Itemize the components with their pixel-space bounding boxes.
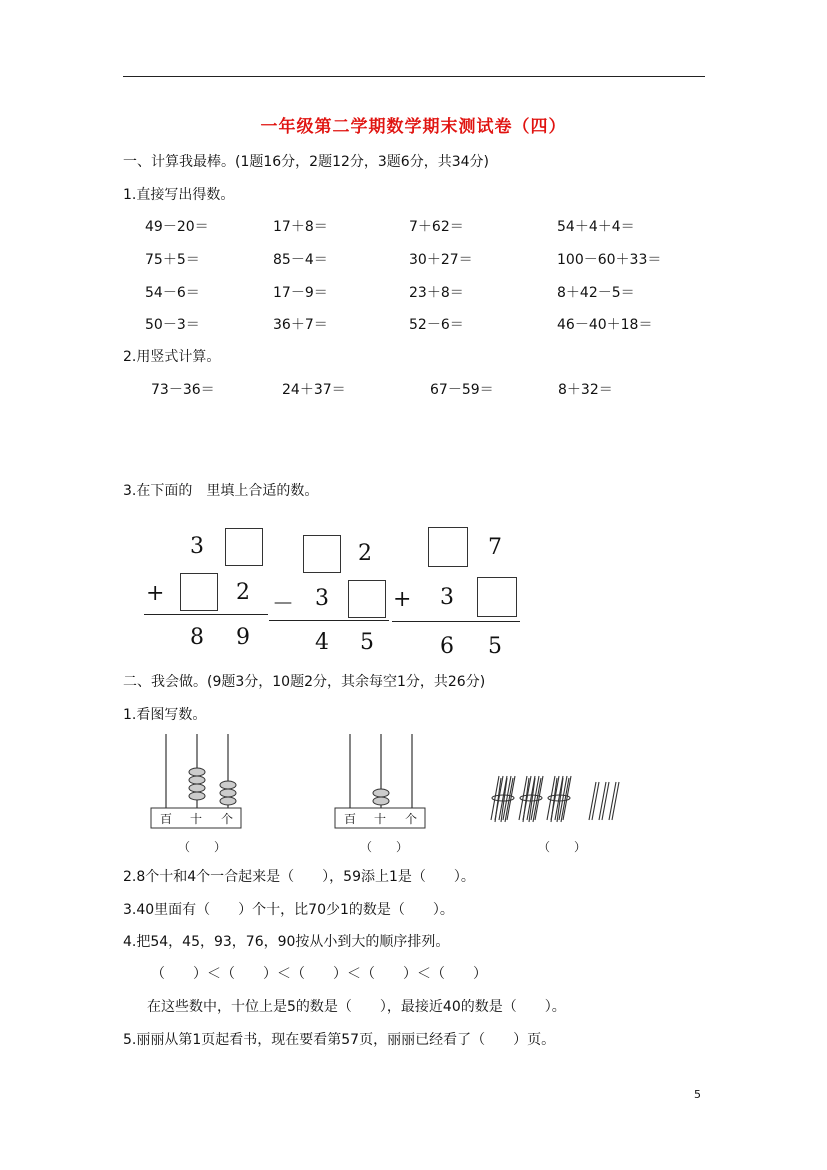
calc-item: 49－20＝ [145, 219, 209, 235]
answer-paren[interactable]: （ ） [178, 840, 227, 854]
abacus-label-ones: 个 [221, 812, 234, 826]
answer-paren[interactable]: （ ） [360, 840, 409, 854]
sum-line [144, 614, 268, 615]
digit: 8 [190, 625, 204, 650]
question-4-order: （ ）＜（ ）＜（ ）＜（ ）＜（ ） [151, 966, 487, 982]
page-title: 一年级第二学期数学期末测试卷（四） [260, 117, 567, 137]
question-1-label: 1.直接写出得数。 [123, 187, 235, 203]
answer-paren[interactable]: （ ） [538, 840, 587, 854]
question-4-sub: 在这些数中，十位上是5的数是（ ），最接近40的数是（ ）。 [147, 999, 566, 1015]
digit: 5 [488, 634, 502, 659]
calc-item: 100－60＋33＝ [557, 252, 662, 268]
digit: 7 [488, 535, 502, 560]
question-3: 3.40里面有（ ）个十，比70少1的数是（ ）。 [123, 902, 454, 918]
header-rule [123, 76, 705, 77]
calc-item: 50－3＝ [145, 317, 200, 333]
calc-item: 52－6＝ [409, 317, 464, 333]
minus-sign: － [272, 592, 295, 617]
answer-box[interactable] [428, 527, 468, 567]
calc-item: 17－9＝ [273, 285, 328, 301]
plus-sign: + [393, 587, 412, 612]
question-4-label: 4.把54，45，93，76，90按从小到大的顺序排列。 [123, 934, 450, 950]
digit: 9 [236, 625, 250, 650]
page-number: 5 [694, 1088, 701, 1101]
calc-item: 54－6＝ [145, 285, 200, 301]
vertical-calc-item: 67－59＝ [430, 382, 494, 398]
question-5: 5.丽丽从第1页起看书，现在要看第57页，丽丽已经看了（ ）页。 [123, 1032, 556, 1048]
answer-box[interactable] [348, 580, 386, 618]
digit: 5 [360, 630, 374, 655]
answer-box[interactable] [180, 573, 218, 611]
digit: 2 [358, 541, 372, 566]
sum-line [392, 621, 520, 622]
vertical-calc-item: 24＋37＝ [282, 382, 346, 398]
digit: 6 [440, 634, 454, 659]
digit: 3 [190, 534, 204, 559]
calc-item: 36＋7＝ [273, 317, 328, 333]
calc-item: 8＋42－5＝ [557, 285, 635, 301]
section2-heading: 二、我会做。(9题3分，10题2分，其余每空1分，共26分) [123, 674, 486, 690]
digit: 3 [440, 585, 454, 610]
calc-item: 46－40＋18＝ [557, 317, 653, 333]
vertical-calc-item: 73－36＝ [151, 382, 215, 398]
abacus-label-ones: 个 [405, 812, 418, 826]
abacus-label-tens: 十 [190, 812, 203, 826]
digit: 3 [315, 586, 329, 611]
calc-item: 75＋5＝ [145, 252, 200, 268]
vertical-calc-item: 8＋32＝ [558, 382, 613, 398]
calc-item: 23＋8＝ [409, 285, 464, 301]
calc-item: 54＋4＋4＝ [557, 219, 635, 235]
abacus-label-hundreds: 百 [160, 812, 173, 826]
question-2-label: 2.用竖式计算。 [123, 349, 221, 365]
question-2: 2.8个十和4个一合起来是（ ），59添上1是（ ）。 [123, 869, 475, 885]
answer-box[interactable] [225, 528, 263, 566]
question-3-label: 3.在下面的 里填上合适的数。 [123, 483, 319, 499]
answer-box[interactable] [303, 535, 341, 573]
digit: 4 [315, 630, 329, 655]
answer-box[interactable] [477, 577, 517, 617]
abacus-label-hundreds: 百 [344, 812, 357, 826]
difference-line [269, 620, 389, 621]
calc-item: 17＋8＝ [273, 219, 328, 235]
calc-item: 30＋27＝ [409, 252, 473, 268]
plus-sign: + [146, 581, 165, 606]
bundles-drawing [485, 770, 630, 830]
question-1-label: 1.看图写数。 [123, 707, 207, 723]
digit: 2 [236, 580, 250, 605]
calc-item: 85－4＝ [273, 252, 328, 268]
abacus-label-tens: 十 [374, 812, 387, 826]
calc-item: 7＋62＝ [409, 219, 464, 235]
section1-heading: 一、计算我最棒。(1题16分，2题12分，3题6分，共34分) [123, 154, 489, 170]
